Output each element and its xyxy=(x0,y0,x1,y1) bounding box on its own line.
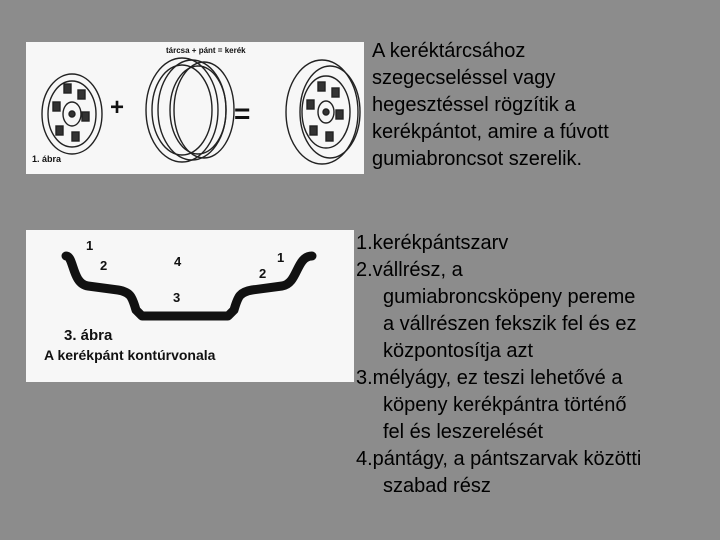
part-line: szabad rész xyxy=(383,475,491,497)
part-line: gumiabroncsköpeny pereme xyxy=(383,286,636,308)
part-line: 3.mélyágy, ez teszi lehetővé a xyxy=(356,367,623,389)
figure1-title: tárcsa + pánt = kerék xyxy=(166,46,246,55)
plus-symbol: + xyxy=(110,94,125,121)
intro-line: szegecseléssel vagy xyxy=(372,67,556,89)
rim-marker-2-left: 2 xyxy=(100,258,108,273)
part-line: köpeny kerékpántra történő xyxy=(383,394,627,416)
intro-line: hegesztéssel rögzítik a xyxy=(372,94,576,116)
intro-line: A keréktárcsához xyxy=(372,40,526,62)
part-line: fel és leszerelését xyxy=(383,421,544,443)
wheel-assembly-drawing xyxy=(26,42,364,174)
part-item-drop-center xyxy=(356,365,716,446)
intro-paragraph xyxy=(372,38,712,173)
part-line: 2.vállrész, a xyxy=(356,259,463,281)
intro-line: kerékpántot, amire a fúvott xyxy=(372,121,609,143)
figure3-caption-number: 3. ábra xyxy=(64,327,113,344)
rim-marker-1-right: 1 xyxy=(277,250,285,265)
part-line: a vállrészen fekszik fel és ez xyxy=(383,313,637,335)
part-item-shoulder xyxy=(356,257,716,365)
rim-marker-2-right: 2 xyxy=(259,266,267,281)
part-item-rim-flange xyxy=(356,230,716,257)
rim-parts-list xyxy=(356,230,716,500)
part-line: 4.pántágy, a pántszarvak közötti xyxy=(356,448,642,470)
part-item-rim-bed xyxy=(356,446,716,500)
rim-marker-1-left: 1 xyxy=(86,238,94,253)
wheel-disc-drawing xyxy=(42,74,102,154)
wheel-assembly-figure xyxy=(26,42,364,174)
rim-marker-3: 3 xyxy=(173,290,181,305)
intro-line: gumiabroncsot szerelik. xyxy=(372,148,583,170)
figure3-caption-title: A kerékpánt kontúrvonala xyxy=(44,347,216,363)
assembled-wheel-drawing xyxy=(286,60,360,164)
figure1-caption: 1. ábra xyxy=(32,154,62,164)
rim-contour-figure xyxy=(26,230,354,382)
rim-marker-4: 4 xyxy=(174,254,182,269)
part-line: 1.kerékpántszarv xyxy=(356,232,509,254)
part-line: központosítja azt xyxy=(383,340,534,362)
wheel-rim-drawing xyxy=(146,58,234,162)
equals-symbol: = xyxy=(234,98,251,129)
